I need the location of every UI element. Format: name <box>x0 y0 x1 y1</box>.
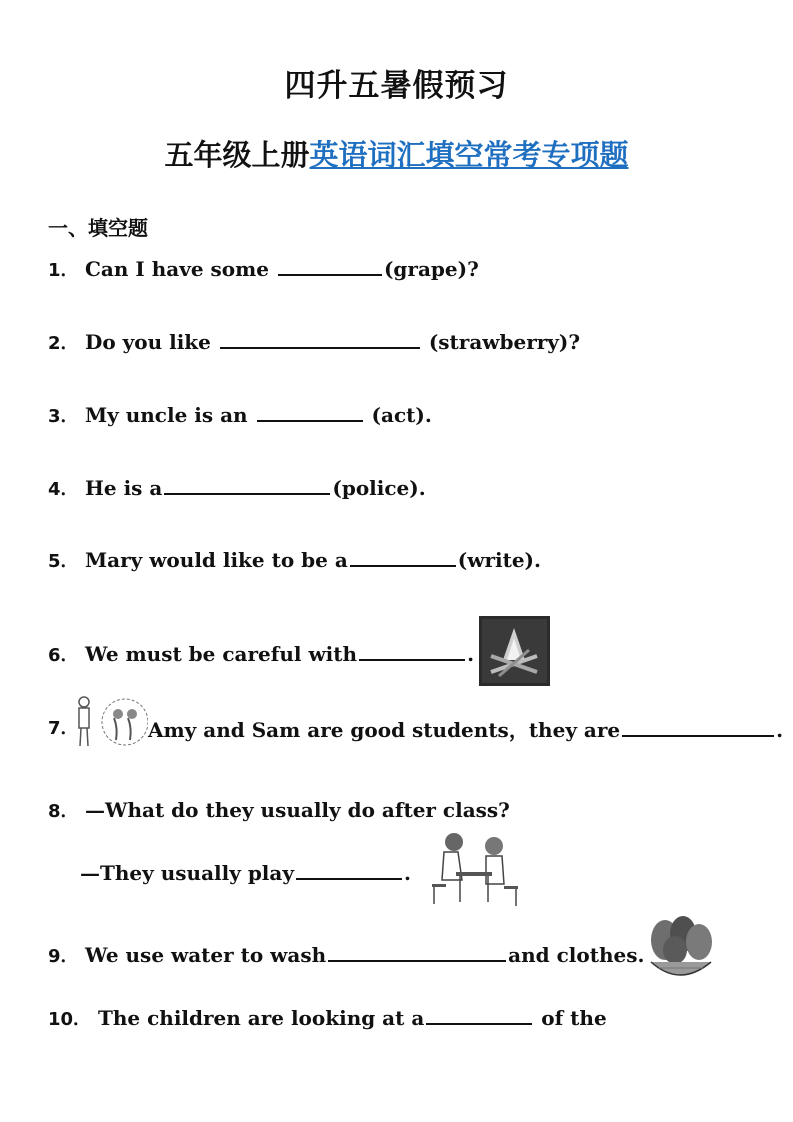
subtitle-link[interactable]: 英语词汇填空常考专项题 <box>309 138 629 172</box>
answer-blank[interactable] <box>164 475 330 495</box>
students-bowing-picture <box>74 694 148 750</box>
page-title: 四升五暑假预习 <box>284 68 509 104</box>
question-7: Amy and Sam are good students，they are . <box>148 718 784 742</box>
question-4: 4． He is a (police). <box>48 476 426 500</box>
question-2: 2． Do you like (strawberry)? <box>48 330 581 354</box>
question-5: 5． Mary would like to be a (write). <box>48 548 541 572</box>
question-9: 9． We use water to wash and clothes. <box>48 943 645 967</box>
children-playing-chess-picture <box>428 828 522 910</box>
answer-blank[interactable] <box>328 942 506 962</box>
answer-blank[interactable] <box>220 329 420 349</box>
vegetable-basket-picture <box>637 914 723 990</box>
answer-blank[interactable] <box>257 402 363 422</box>
answer-blank[interactable] <box>426 1005 532 1025</box>
question-6: 6． We must be careful with . <box>48 642 475 666</box>
question-8-line-2: —They usually play . <box>80 861 411 885</box>
answer-blank[interactable] <box>359 641 465 661</box>
question-10: 10． The children are looking at a of the <box>48 1006 607 1030</box>
section-heading: 一、填空题 <box>48 216 148 240</box>
subtitle-prefix: 五年级上册 <box>164 138 310 172</box>
question-7-number: 7． <box>48 718 79 739</box>
answer-blank[interactable] <box>350 547 456 567</box>
answer-blank[interactable] <box>622 717 774 737</box>
campfire-picture <box>479 616 550 686</box>
page-subtitle <box>0 133 793 174</box>
answer-blank[interactable] <box>296 860 402 880</box>
question-3: 3． My uncle is an (act). <box>48 403 432 427</box>
answer-blank[interactable] <box>278 256 382 276</box>
question-8: 8． —What do they usually do after class? <box>48 798 510 822</box>
question-1: 1． Can I have some (grape)? <box>48 257 479 281</box>
